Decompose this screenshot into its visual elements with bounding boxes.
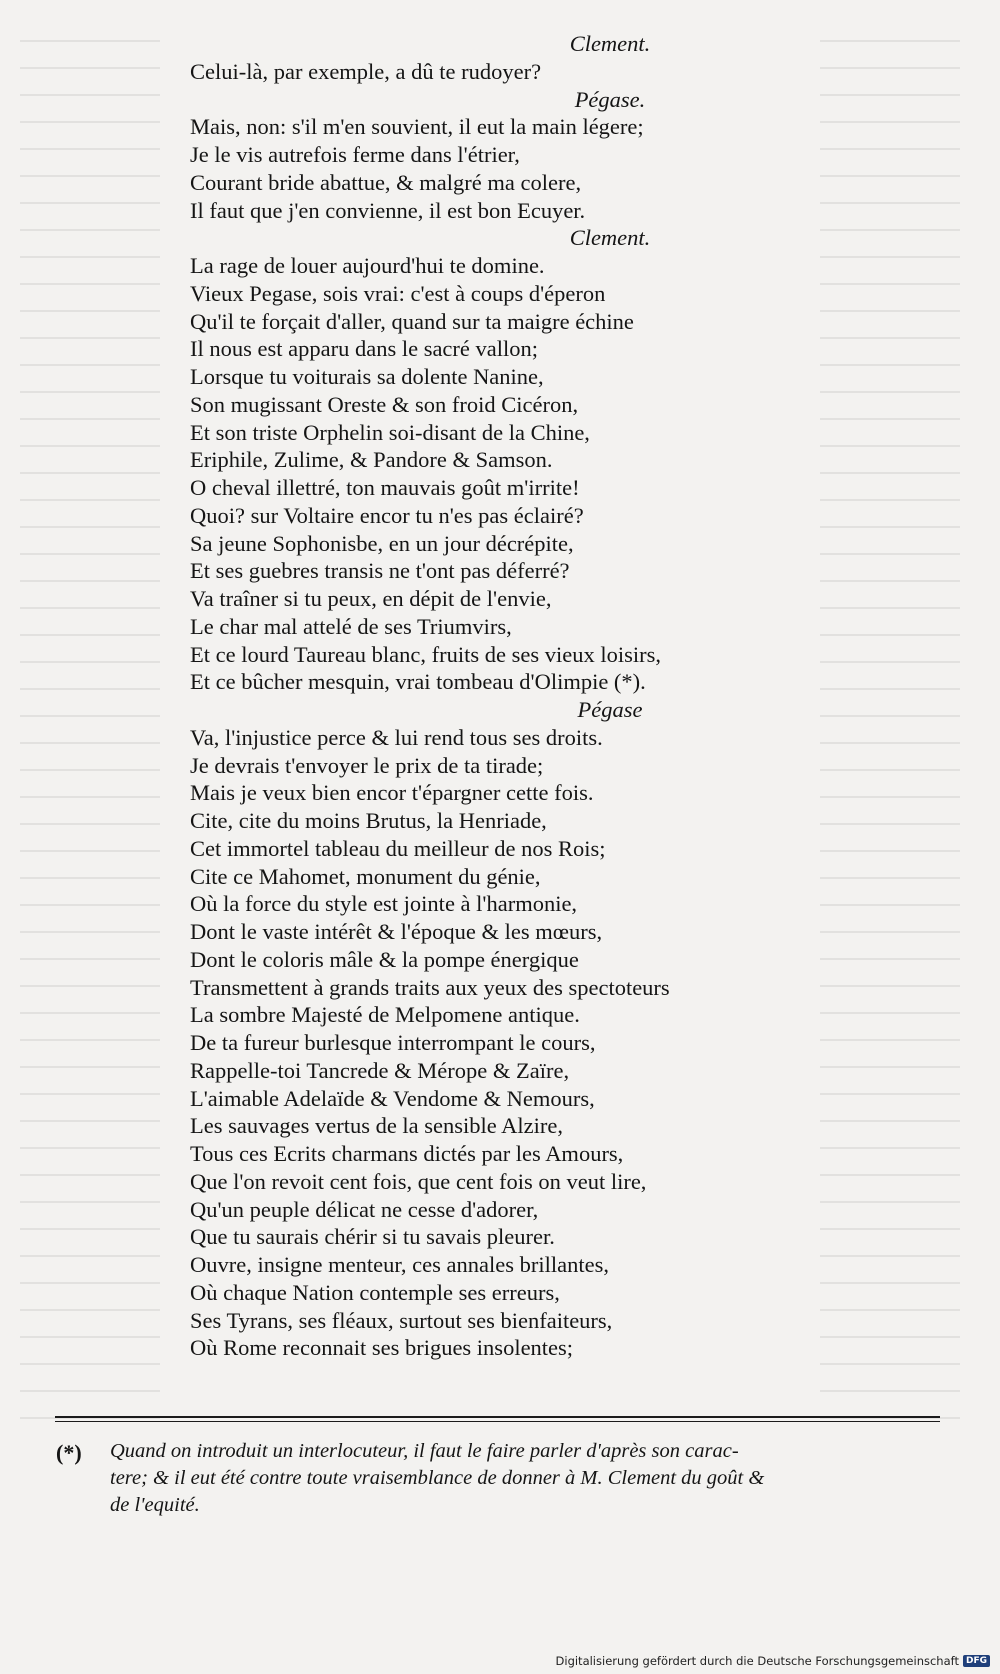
verse-line: Son mugissant Oreste & son froid Cicéron, — [190, 391, 579, 417]
verse-line: Cite ce Mahomet, monument du génie, — [190, 863, 541, 889]
verse-line: Lorsque tu voiturais sa dolente Nanine, — [190, 364, 544, 389]
footnote-text — [110, 1438, 940, 1519]
verse-line: L'aimable Adelaïde & Vendome & Nemours, — [190, 1085, 595, 1111]
verse-line: Va, l'injustice perce & lui rend tous ses droits. — [190, 724, 603, 750]
verse-line: Quoi? sur Voltaire encor tu n'es pas éclairé? — [190, 502, 584, 528]
verse-line: Eriphile, Zulime, & Pandore & Samson. — [190, 447, 553, 473]
verse-line: Va traîner si tu peux, en dépit de l'envie, — [190, 586, 552, 611]
verse-line: Je le vis autrefois ferme dans l'étrier, — [190, 142, 520, 167]
verse-block — [190, 30, 970, 1362]
footnote-rule-thin — [55, 1421, 940, 1422]
verse-line: Le char mal attelé de ses Triumvirs, — [190, 613, 512, 639]
verse-line: La sombre Majesté de Melpomene antique. — [190, 1002, 580, 1028]
speaker-heading: Pégase. — [574, 86, 646, 112]
verse-line: Ses Tyrans, ses fléaux, surtout ses bienfaiteurs, — [190, 1307, 613, 1333]
verse-line: Cet immortel tableau du meilleur de nos Rois; — [190, 835, 606, 861]
verse-line: Cite, cite du moins Brutus, la Henriade, — [190, 808, 547, 833]
footnote-rule — [55, 1416, 940, 1418]
verse-line: Courant bride abattue, & malgré ma colere, — [190, 169, 582, 195]
footnote-marker: (*) — [56, 1440, 82, 1465]
verse-line: Vieux Pegase, sois vrai: c'est à coups d'éperon — [190, 280, 606, 306]
verse-line: Où chaque Nation contemple ses erreurs, — [190, 1279, 560, 1305]
verse-line: Et ses guebres transis ne t'ont pas déferré? — [190, 558, 570, 584]
verse-line: Mais je veux bien encor t'épargner cette fois. — [190, 780, 594, 806]
speaker-heading: Pégase — [577, 697, 643, 722]
verse-line: Qu'un peuple délicat ne cesse d'adorer, — [190, 1196, 539, 1222]
verse-line: De ta fureur burlesque interrompant le cours, — [190, 1030, 596, 1055]
verse-line: Je devrais t'envoyer le prix de ta tirade; — [190, 752, 544, 778]
verse-line: Et son triste Orphelin soi-disant de la Chine, — [190, 419, 590, 445]
verse-line: Où Rome reconnait ses brigues insolentes; — [190, 1335, 574, 1361]
verse-line: Dont le coloris mâle & la pompe énergique — [190, 946, 579, 972]
verse-line: Transmettent à grands traits aux yeux des spectoteurs — [190, 974, 670, 1000]
verse-line: Et ce lourd Taureau blanc, fruits de ses vieux loisirs, — [190, 641, 662, 667]
speaker-heading: Clement. — [569, 31, 651, 56]
footnote-line: de l'equité. — [110, 1494, 200, 1516]
verse-line: Celui-là, par exemple, a dû te rudoyer? — [190, 58, 542, 84]
dfg-logo-icon: DFG — [963, 1655, 990, 1667]
verse-line: Ouvre, insigne menteur, ces annales brillantes, — [190, 1252, 609, 1277]
verse-line: Où la force du style est jointe à l'harmonie, — [190, 891, 578, 917]
verse-line: Sa jeune Sophonisbe, en un jour décrépite, — [190, 530, 574, 556]
speaker-heading: Clement. — [569, 225, 651, 251]
footnote-line: Quand on introduit un interlocuteur, il faut le faire parler d'après son carac- — [110, 1440, 739, 1462]
verse-line: Rappelle-toi Tancrede & Mérope & Zaïre, — [190, 1057, 570, 1083]
show-through-left — [20, 40, 160, 1420]
verse-line: Mais, non: s'il m'en souvient, il eut la main légere; — [190, 114, 644, 140]
verse-line: O cheval illettré, ton mauvais goût m'irrite! — [190, 475, 580, 500]
verse-line: Il faut que j'en convienne, il est bon Ecuyer. — [190, 197, 586, 223]
verse-line: Tous ces Ecrits charmans dictés par les Amours, — [190, 1141, 624, 1166]
verse-line: Dont le vaste intérêt & l'époque & les mœurs, — [190, 919, 603, 944]
verse-line: Et ce bûcher mesquin, vrai tombeau d'Olimpie (*). — [190, 669, 646, 695]
verse-line: Que l'on revoit cent fois, que cent fois on veut lire, — [190, 1168, 647, 1194]
verse-line: Qu'il te forçait d'aller, quand sur ta maigre échine — [190, 308, 634, 334]
verse-line: Les sauvages vertus de la sensible Alzire, — [190, 1113, 564, 1139]
verse-line: Que tu saurais chérir si tu savais pleurer. — [190, 1224, 555, 1250]
verse-line: La rage de louer aujourd'hui te domine. — [190, 253, 545, 278]
digitization-credit — [556, 1654, 990, 1668]
footnote-line: tere; & il eut été contre toute vraisemblance de donner à M. Clement du goût & — [110, 1467, 765, 1489]
verse-line: Il nous est apparu dans le sacré vallon; — [190, 336, 539, 362]
credit-text: Digitalisierung gefördert durch die Deutsche Forschungsgemeinschaft — [555, 1654, 959, 1668]
